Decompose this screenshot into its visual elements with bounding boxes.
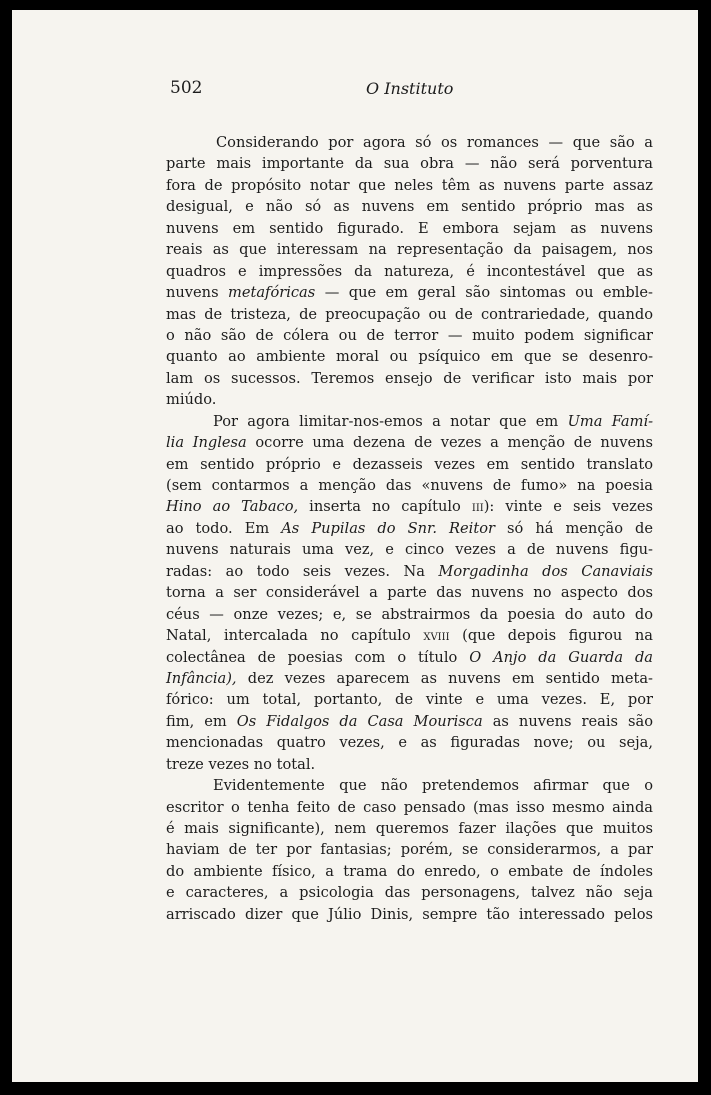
- text-segment: ao todo. Em: [166, 519, 282, 537]
- text-line: [166, 196, 653, 217]
- text-line: [166, 153, 653, 174]
- text-segment: haviam de ter por fantasias; porém, se considerarmos, a par: [166, 841, 653, 859]
- text-segment: nuvens em sentido figurado. E embora sejam as nuvens: [166, 219, 653, 237]
- text-line: [166, 539, 653, 560]
- text-line: [166, 561, 653, 582]
- text-segment: nuvens: [166, 284, 229, 302]
- text-segment: céus — onze vezes; e, se abstrairmos da poesia do auto do: [166, 605, 653, 623]
- text-line: [166, 775, 653, 796]
- text-line: [166, 432, 653, 453]
- text-line: [166, 625, 653, 646]
- text-segment: dez vezes aparecem as nuvens em sentido meta-: [236, 669, 653, 687]
- text-segment: Evidentemente que não pretendemos afirmar que o: [213, 777, 653, 795]
- text-line: [166, 582, 653, 603]
- text-segment: arriscado dizer que Júlio Dinis, sempre tão interessado pelos: [166, 905, 653, 923]
- text-line: [166, 346, 653, 367]
- text-line: [166, 239, 653, 260]
- text-line: [166, 132, 653, 153]
- italic-title: Uma Famí-: [567, 412, 654, 430]
- text-segment: iii: [471, 498, 484, 516]
- text-segment: miúdo.: [166, 391, 217, 409]
- text-segment: Por agora limitar-nos-emos a notar que em: [213, 412, 568, 430]
- text-segment: quadros e impressões da natureza, é incontestável que as: [166, 262, 653, 280]
- text-segment: — que em geral são sintomas ou emble-: [315, 284, 653, 302]
- text-line: [166, 304, 653, 325]
- italic-title: As Pupilas do Snr. Reitor: [281, 519, 495, 537]
- page-header: [170, 78, 490, 100]
- text-segment: Natal, intercalada no capítulo: [166, 627, 424, 645]
- text-line: [166, 411, 653, 432]
- text-line: [166, 518, 653, 539]
- text-line: [166, 861, 653, 882]
- italic-title: Infância),: [166, 669, 237, 687]
- text-segment: mencionadas quatro vezes, e as figuradas nove; ou seja,: [166, 734, 653, 752]
- text-line: [166, 711, 653, 732]
- text-line: [166, 389, 653, 410]
- italic-title: Morgadinha dos Canaviais: [438, 562, 654, 580]
- text-line: [166, 175, 653, 196]
- running-title: O Instituto: [366, 79, 454, 98]
- text-segment: fim, em: [166, 712, 237, 730]
- text-line: [166, 261, 653, 282]
- text-segment: (que depois figurou na: [449, 627, 653, 645]
- text-segment: Considerando por agora só os romances — que são a: [216, 134, 653, 151]
- text-segment: fora de propósito notar que neles têm as nuvens parte assaz: [166, 176, 653, 194]
- text-line: [166, 454, 653, 475]
- text-segment: torna a ser considerável a parte das nuvens no aspecto dos: [166, 584, 653, 602]
- page-number: 502: [170, 78, 203, 98]
- text-segment: as nuvens reais são: [482, 712, 653, 730]
- text-segment: xviii: [423, 627, 450, 645]
- text-line: [166, 496, 653, 517]
- text-line: [166, 904, 653, 925]
- text-segment: do ambiente físico, a trama do enredo, o embate de índoles: [166, 862, 653, 880]
- text-line: [166, 604, 653, 625]
- text-segment: ): vinte e seis vezes: [483, 498, 653, 516]
- text-segment: (sem contarmos a menção das «nuvens de fumo» na poesia: [166, 477, 653, 494]
- text-segment: em sentido próprio e dezasseis vezes em sentido translato: [166, 455, 653, 473]
- text-segment: quanto ao ambiente moral ou psíquico em que se desenro-: [166, 348, 653, 366]
- italic-title: O Anjo da Guarda da: [469, 648, 653, 666]
- text-segment: desigual, e não só as nuvens em sentido próprio mas as: [166, 198, 653, 216]
- text-segment: treze vezes no total.: [166, 755, 316, 773]
- text-line: [166, 732, 653, 753]
- text-line: [166, 368, 653, 389]
- text-segment: lam os sucessos. Teremos ensejo de verificar isto mais por: [166, 369, 653, 387]
- text-segment: e caracteres, a psicologia das personagens, talvez não seja: [166, 884, 653, 902]
- text-segment: colectânea de poesias com o título: [166, 648, 470, 666]
- italic-title: metafóricas: [228, 284, 316, 302]
- text-segment: é mais significante), nem queremos fazer ilações que muitos: [166, 820, 653, 837]
- text-segment: nuvens naturais uma vez, e cinco vezes a de nuvens figu-: [166, 541, 653, 559]
- text-segment: o não são de cólera ou de terror — muito podem significar: [166, 326, 653, 344]
- italic-title: Os Fidalgos da Casa Mourisca: [236, 712, 483, 730]
- text-line: [166, 325, 653, 346]
- text-line: [166, 839, 653, 860]
- book-page: [12, 10, 698, 1082]
- text-segment: parte mais importante da sua obra — não será porventura: [166, 155, 653, 173]
- text-line: [166, 797, 653, 818]
- text-segment: escritor o tenha feito de caso pensado (mas isso mesmo ainda: [166, 798, 653, 816]
- text-segment: fórico: um total, portanto, de vinte e uma vezes. E, por: [166, 691, 653, 709]
- italic-title: Hino ao Tabaco,: [166, 498, 299, 516]
- text-line: [166, 754, 653, 775]
- text-segment: só há menção de: [494, 519, 653, 537]
- text-line: [166, 689, 653, 710]
- body-text: [166, 132, 653, 925]
- text-segment: ocorre uma dezena de vezes a menção de nuvens: [246, 434, 653, 452]
- text-segment: reais as que interessam na representação da paisagem, nos: [166, 241, 653, 259]
- text-line: [166, 882, 653, 903]
- text-line: [166, 475, 653, 496]
- text-line: [166, 647, 653, 668]
- text-line: [166, 218, 653, 239]
- text-segment: radas: ao todo seis vezes. Na: [166, 562, 439, 580]
- text-line: [166, 818, 653, 839]
- text-line: [166, 282, 653, 303]
- text-segment: inserta no capítulo: [298, 498, 472, 516]
- italic-title: lia Inglesa: [166, 434, 247, 452]
- text-line: [166, 668, 653, 689]
- text-segment: mas de tristeza, de preocupação ou de contrariedade, quando: [166, 305, 653, 323]
